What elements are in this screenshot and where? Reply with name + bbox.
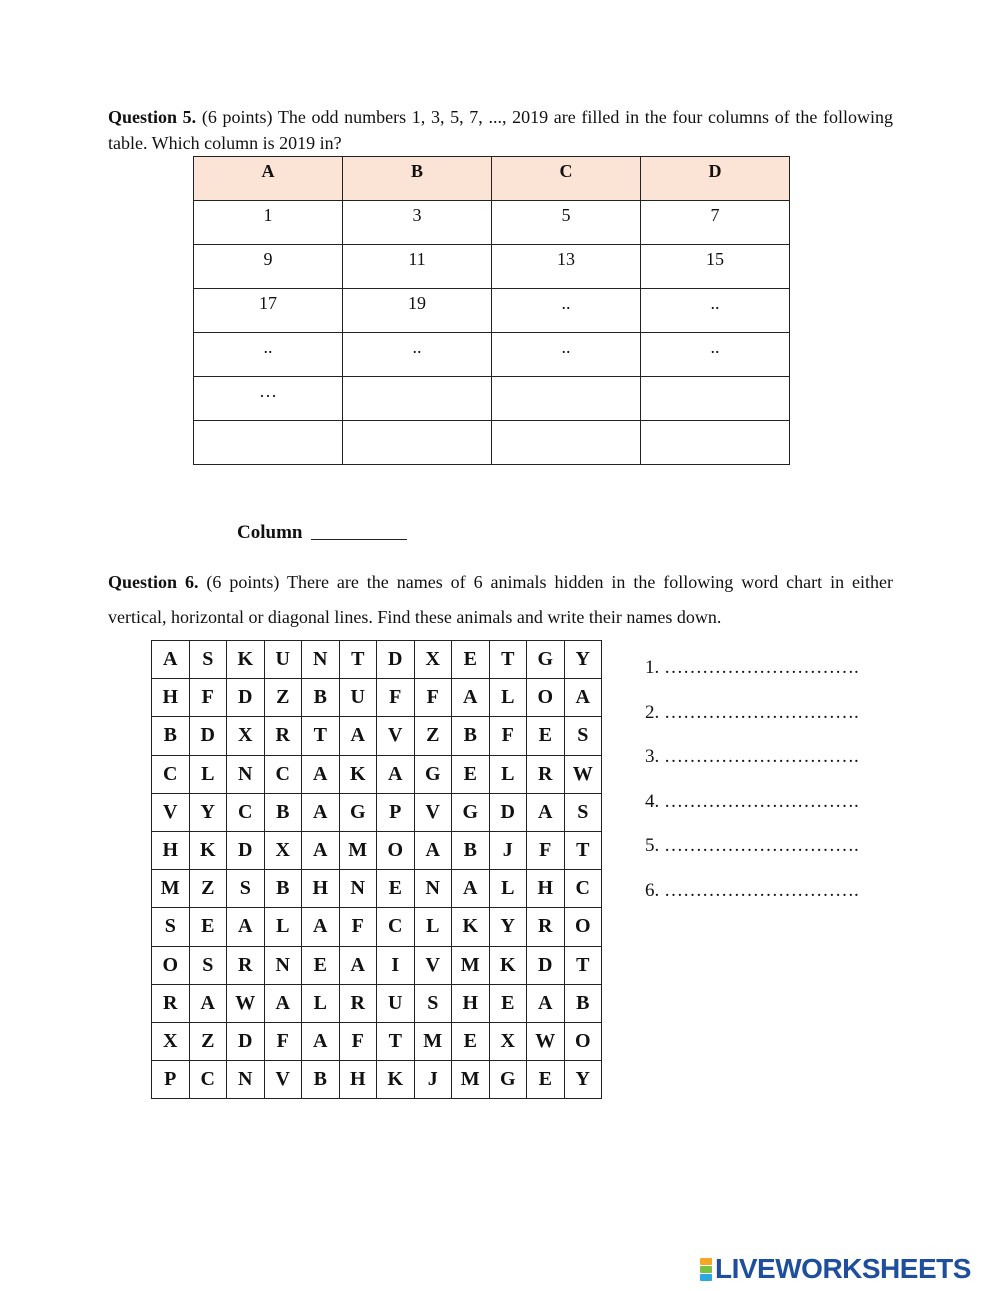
grid-letter[interactable]: N <box>227 1061 265 1099</box>
grid-letter[interactable]: F <box>377 679 415 717</box>
grid-row <box>152 984 602 1022</box>
grid-letter[interactable]: G <box>527 641 565 679</box>
liveworksheets-logo <box>700 1254 971 1284</box>
grid-letter[interactable]: B <box>302 679 340 717</box>
column-header-c: C <box>492 157 641 201</box>
table-cell: .. <box>492 289 641 333</box>
question-6-label: Question 6. <box>108 572 199 592</box>
question-5-text <box>108 104 893 156</box>
grid-letter[interactable]: K <box>339 755 377 793</box>
grid-letter[interactable]: E <box>189 908 227 946</box>
grid-letter[interactable]: H <box>452 984 490 1022</box>
grid-letter[interactable]: A <box>302 1022 340 1060</box>
table-cell: 13 <box>492 245 641 289</box>
grid-letter[interactable]: E <box>377 870 415 908</box>
grid-letter[interactable]: M <box>414 1022 452 1060</box>
grid-letter[interactable]: C <box>377 908 415 946</box>
grid-row <box>152 946 602 984</box>
grid-letter[interactable]: M <box>152 870 190 908</box>
grid-letter[interactable]: P <box>152 1061 190 1099</box>
grid-letter[interactable]: B <box>452 717 490 755</box>
grid-letter[interactable]: E <box>527 1061 565 1099</box>
grid-letter[interactable]: A <box>414 831 452 869</box>
grid-letter[interactable]: P <box>377 793 415 831</box>
grid-letter[interactable]: S <box>227 870 265 908</box>
logo-text: LIVEWORKSHEETS <box>715 1253 971 1284</box>
grid-letter[interactable]: O <box>564 1022 602 1060</box>
grid-letter[interactable]: N <box>302 641 340 679</box>
grid-letter[interactable]: S <box>189 946 227 984</box>
answer-line[interactable]: 4. …………………………. <box>645 790 859 812</box>
table-cell: .. <box>194 333 343 377</box>
logo-blocks-icon <box>700 1258 712 1281</box>
table-cell: .. <box>641 289 790 333</box>
grid-letter[interactable]: E <box>527 717 565 755</box>
grid-letter[interactable]: G <box>452 793 490 831</box>
grid-letter[interactable]: F <box>189 679 227 717</box>
grid-row <box>152 679 602 717</box>
grid-letter[interactable]: A <box>452 679 490 717</box>
grid-letter[interactable]: A <box>302 908 340 946</box>
grid-row <box>152 793 602 831</box>
grid-row <box>152 1061 602 1099</box>
grid-letter[interactable]: K <box>189 831 227 869</box>
grid-letter[interactable]: H <box>152 831 190 869</box>
grid-letter[interactable]: S <box>564 793 602 831</box>
table-cell: .. <box>492 333 641 377</box>
grid-letter[interactable]: D <box>227 831 265 869</box>
grid-letter[interactable]: V <box>377 717 415 755</box>
grid-letter[interactable]: K <box>452 908 490 946</box>
grid-letter[interactable]: R <box>527 908 565 946</box>
answer-line[interactable]: 1. …………………………. <box>645 657 859 678</box>
grid-letter[interactable]: M <box>452 946 490 984</box>
question-5-label: Question 5. <box>108 107 197 127</box>
grid-letter[interactable]: D <box>377 641 415 679</box>
table-cell: .. <box>343 333 492 377</box>
grid-letter[interactable]: W <box>564 755 602 793</box>
grid-row <box>152 755 602 793</box>
grid-letter[interactable]: S <box>414 984 452 1022</box>
table-row <box>194 289 790 333</box>
grid-letter[interactable]: B <box>152 717 190 755</box>
table-cell: .. <box>641 333 790 377</box>
table-cell <box>641 421 790 465</box>
grid-letter[interactable]: W <box>527 1022 565 1060</box>
grid-letter[interactable]: V <box>264 1061 302 1099</box>
grid-letter[interactable]: R <box>227 946 265 984</box>
grid-letter[interactable]: L <box>414 908 452 946</box>
grid-letter[interactable]: H <box>302 870 340 908</box>
grid-letter[interactable]: V <box>414 946 452 984</box>
answer-line[interactable]: 3. …………………………. <box>645 746 859 767</box>
grid-letter[interactable]: Y <box>489 908 527 946</box>
table-cell: 7 <box>641 201 790 245</box>
grid-letter[interactable]: E <box>452 755 490 793</box>
table-cell <box>343 421 492 465</box>
grid-letter[interactable]: B <box>564 984 602 1022</box>
grid-letter[interactable]: A <box>302 755 340 793</box>
grid-letter[interactable]: M <box>452 1061 490 1099</box>
question-6-text <box>108 565 893 635</box>
table-cell: 5 <box>492 201 641 245</box>
word-search-grid <box>151 640 602 1099</box>
table-cell: 9 <box>194 245 343 289</box>
grid-letter[interactable]: C <box>264 755 302 793</box>
grid-letter[interactable]: D <box>489 793 527 831</box>
grid-letter[interactable]: V <box>414 793 452 831</box>
grid-letter[interactable]: C <box>152 755 190 793</box>
grid-row <box>152 717 602 755</box>
grid-row <box>152 908 602 946</box>
column-header-d: D <box>641 157 790 201</box>
grid-letter[interactable]: M <box>339 831 377 869</box>
grid-letter[interactable]: G <box>489 1061 527 1099</box>
grid-letter[interactable]: A <box>302 831 340 869</box>
table-cell <box>641 377 790 421</box>
grid-letter[interactable]: A <box>227 908 265 946</box>
grid-letter[interactable]: Z <box>414 717 452 755</box>
table-cell: 15 <box>641 245 790 289</box>
grid-letter[interactable]: A <box>339 717 377 755</box>
grid-letter[interactable]: D <box>189 717 227 755</box>
grid-letter[interactable]: S <box>564 717 602 755</box>
grid-letter[interactable]: H <box>527 870 565 908</box>
grid-letter[interactable]: B <box>264 793 302 831</box>
grid-row <box>152 831 602 869</box>
grid-letter[interactable]: F <box>339 908 377 946</box>
grid-letter[interactable]: X <box>152 1022 190 1060</box>
question-6-body: (6 points) There are the names of 6 animals hidden in the following word chart in either vertical, horizontal or diagonal lines. Find these animals and write their names down. <box>108 572 893 627</box>
table-cell <box>343 377 492 421</box>
table-row <box>194 201 790 245</box>
table-row <box>194 377 790 421</box>
grid-letter[interactable]: C <box>189 1061 227 1099</box>
grid-letter[interactable]: T <box>564 946 602 984</box>
grid-letter[interactable]: R <box>527 755 565 793</box>
grid-letter[interactable]: X <box>264 831 302 869</box>
grid-letter[interactable]: X <box>414 641 452 679</box>
grid-letter[interactable]: A <box>452 870 490 908</box>
grid-letter[interactable]: Z <box>189 1022 227 1060</box>
table-cell: 11 <box>343 245 492 289</box>
grid-letter[interactable]: B <box>452 831 490 869</box>
grid-letter[interactable]: T <box>377 1022 415 1060</box>
grid-letter[interactable]: A <box>377 755 415 793</box>
grid-letter[interactable]: Z <box>189 870 227 908</box>
grid-letter[interactable]: R <box>339 984 377 1022</box>
table-cell: … <box>194 377 343 421</box>
grid-row <box>152 641 602 679</box>
grid-letter[interactable]: Y <box>564 1061 602 1099</box>
grid-letter[interactable]: R <box>152 984 190 1022</box>
grid-letter[interactable]: E <box>302 946 340 984</box>
grid-letter[interactable]: E <box>489 984 527 1022</box>
grid-letter[interactable]: L <box>302 984 340 1022</box>
grid-letter[interactable]: N <box>339 870 377 908</box>
grid-letter[interactable]: B <box>302 1061 340 1099</box>
table-cell: 3 <box>343 201 492 245</box>
table-cell: 17 <box>194 289 343 333</box>
grid-letter[interactable]: N <box>264 946 302 984</box>
grid-letter[interactable]: V <box>152 793 190 831</box>
grid-letter[interactable]: F <box>414 679 452 717</box>
column-header-b: B <box>343 157 492 201</box>
grid-letter[interactable]: L <box>489 755 527 793</box>
grid-letter[interactable]: X <box>227 717 265 755</box>
grid-letter[interactable]: J <box>414 1061 452 1099</box>
grid-letter[interactable]: Y <box>564 641 602 679</box>
grid-letter[interactable]: T <box>489 641 527 679</box>
grid-letter[interactable]: N <box>227 755 265 793</box>
grid-letter[interactable]: K <box>227 641 265 679</box>
grid-letter[interactable]: C <box>564 870 602 908</box>
grid-letter[interactable]: D <box>227 1022 265 1060</box>
grid-letter[interactable]: F <box>264 1022 302 1060</box>
grid-letter[interactable]: L <box>489 870 527 908</box>
grid-letter[interactable]: U <box>377 984 415 1022</box>
grid-letter[interactable]: S <box>152 908 190 946</box>
grid-letter[interactable]: C <box>227 793 265 831</box>
animal-answer-list <box>645 654 859 921</box>
table-row <box>194 333 790 377</box>
grid-letter[interactable]: T <box>564 831 602 869</box>
column-answer-label: Column <box>237 522 303 543</box>
answer-line[interactable]: 2. …………………………. <box>645 701 859 723</box>
grid-letter[interactable]: H <box>152 679 190 717</box>
grid-letter[interactable]: O <box>564 908 602 946</box>
grid-letter[interactable]: X <box>489 1022 527 1060</box>
question-5-body: (6 points) The odd numbers 1, 3, 5, 7, ..., 2019 are filled in the four columns of the following table. Which column is 2019 in? <box>108 107 894 153</box>
grid-letter[interactable]: T <box>302 717 340 755</box>
grid-letter[interactable]: O <box>377 831 415 869</box>
grid-letter[interactable]: D <box>527 946 565 984</box>
grid-letter[interactable]: B <box>264 870 302 908</box>
grid-letter[interactable]: A <box>527 984 565 1022</box>
grid-letter[interactable]: D <box>227 679 265 717</box>
grid-row <box>152 870 602 908</box>
answer-line[interactable]: 6. …………………………. <box>645 879 859 901</box>
grid-letter[interactable]: A <box>264 984 302 1022</box>
grid-letter[interactable]: H <box>339 1061 377 1099</box>
table-cell <box>492 421 641 465</box>
grid-letter[interactable]: K <box>377 1061 415 1099</box>
grid-letter[interactable]: W <box>227 984 265 1022</box>
grid-letter[interactable]: Y <box>189 793 227 831</box>
table-cell <box>194 421 343 465</box>
grid-letter[interactable]: G <box>414 755 452 793</box>
grid-letter[interactable]: T <box>339 641 377 679</box>
grid-letter[interactable]: Z <box>264 679 302 717</box>
grid-letter[interactable]: F <box>339 1022 377 1060</box>
grid-letter[interactable]: L <box>489 679 527 717</box>
table-row <box>194 421 790 465</box>
table-row <box>194 245 790 289</box>
grid-letter[interactable]: E <box>452 1022 490 1060</box>
grid-letter[interactable]: I <box>377 946 415 984</box>
grid-letter[interactable]: K <box>489 946 527 984</box>
grid-letter[interactable]: A <box>189 984 227 1022</box>
grid-letter[interactable]: O <box>527 679 565 717</box>
odd-numbers-table <box>193 156 790 465</box>
answer-line[interactable]: 5. …………………………. <box>645 835 859 856</box>
grid-letter[interactable]: A <box>527 793 565 831</box>
grid-letter[interactable]: L <box>189 755 227 793</box>
grid-letter[interactable]: N <box>414 870 452 908</box>
grid-letter[interactable]: O <box>152 946 190 984</box>
grid-letter[interactable]: A <box>302 793 340 831</box>
table-header-row <box>194 157 790 201</box>
grid-letter[interactable]: F <box>527 831 565 869</box>
table-cell: 19 <box>343 289 492 333</box>
grid-letter[interactable]: U <box>264 641 302 679</box>
grid-letter[interactable]: S <box>189 641 227 679</box>
grid-letter[interactable]: G <box>339 793 377 831</box>
table-cell: 1 <box>194 201 343 245</box>
grid-letter[interactable]: U <box>339 679 377 717</box>
column-answer <box>237 519 407 544</box>
grid-letter[interactable]: R <box>264 717 302 755</box>
grid-letter[interactable]: A <box>564 679 602 717</box>
grid-letter[interactable]: A <box>339 946 377 984</box>
grid-letter[interactable]: L <box>264 908 302 946</box>
grid-letter[interactable]: J <box>489 831 527 869</box>
grid-letter[interactable]: E <box>452 641 490 679</box>
column-answer-blank[interactable] <box>311 519 407 540</box>
grid-row <box>152 1022 602 1060</box>
grid-letter[interactable]: F <box>489 717 527 755</box>
column-header-a: A <box>194 157 343 201</box>
grid-letter[interactable]: A <box>152 641 190 679</box>
table-cell <box>492 377 641 421</box>
